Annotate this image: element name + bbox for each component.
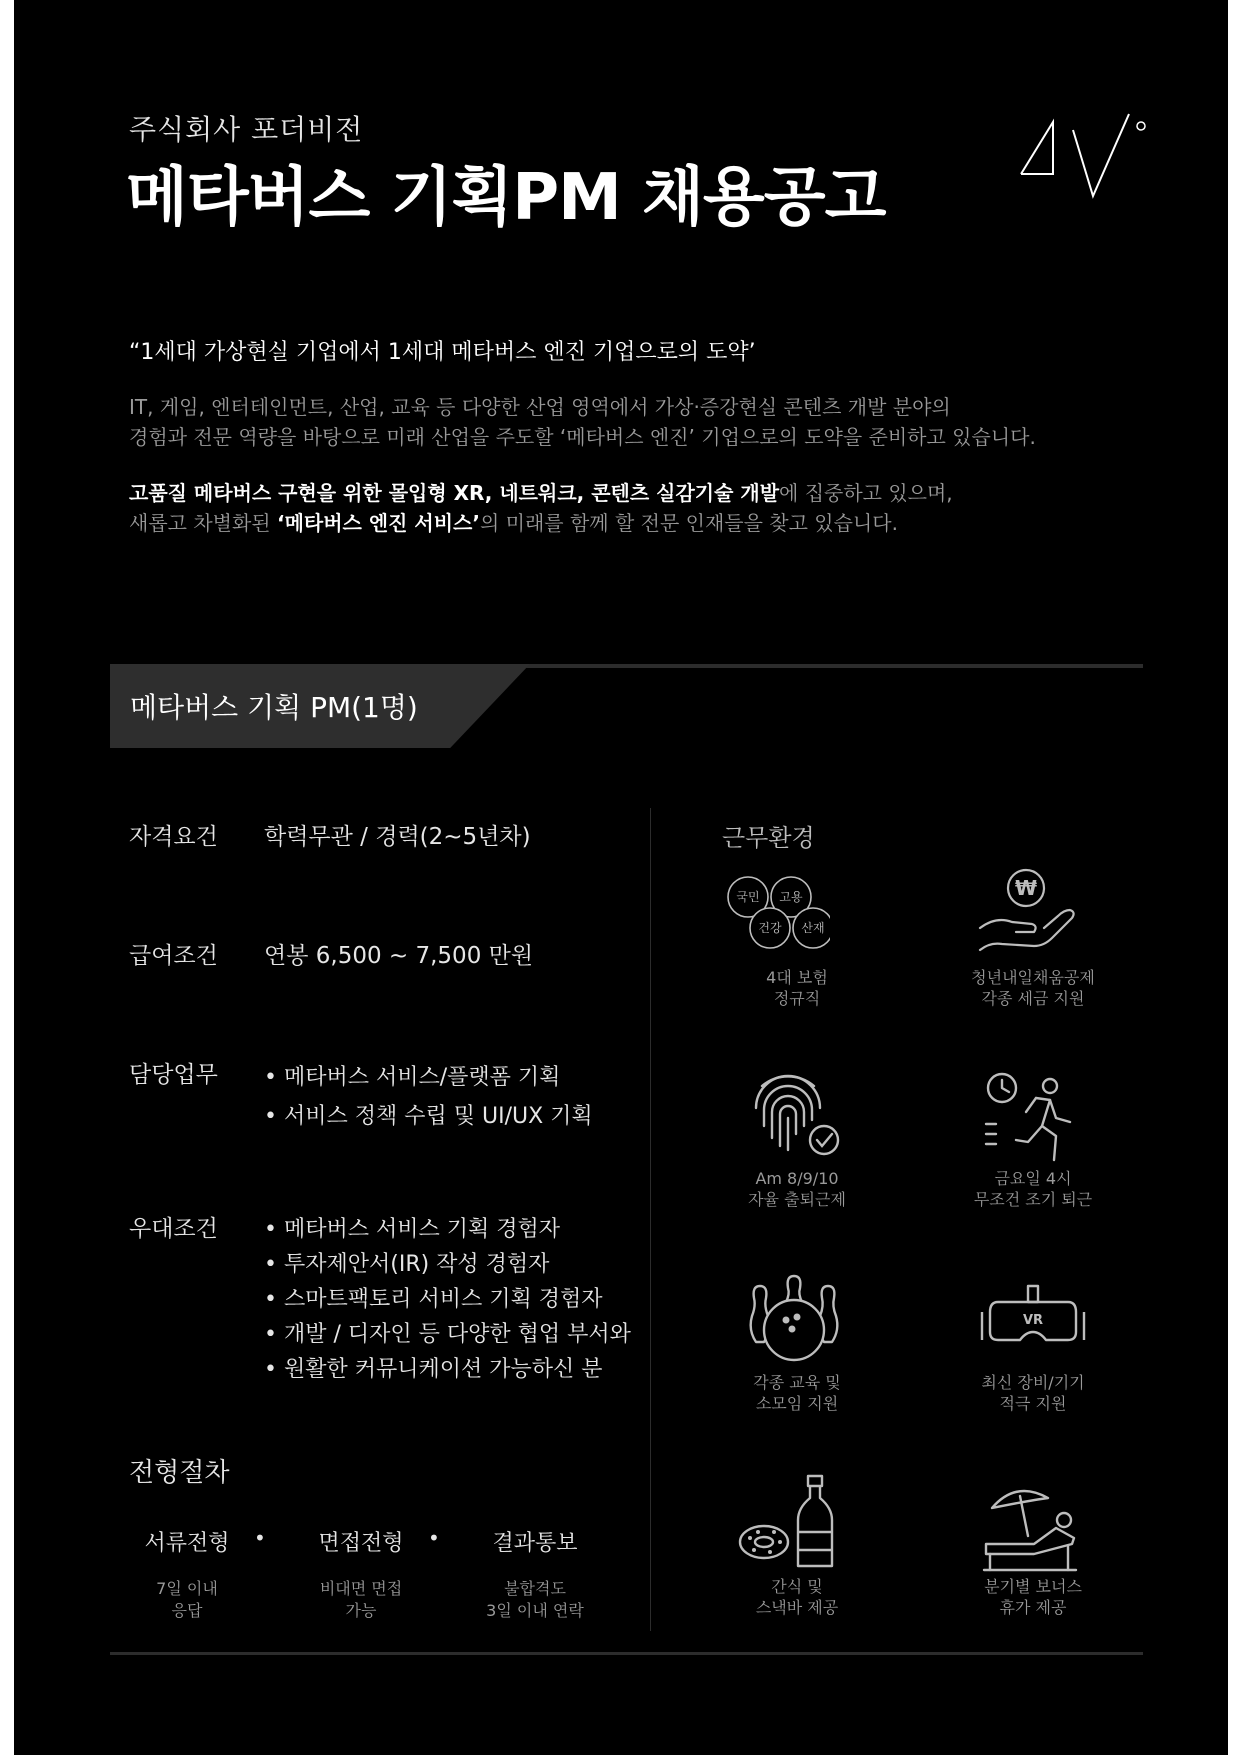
intro-highlight-2: ‘메타버스 엔진 서비스’: [276, 511, 480, 535]
benefit-line: 각종 세금 지원: [981, 989, 1085, 1008]
benefit-line: 적극 지원: [999, 1394, 1067, 1413]
insurance-tag: 국민: [736, 890, 760, 904]
process-title: 전형절차: [129, 1458, 230, 1488]
process-step-document-desc: [107, 1578, 267, 1622]
benefit-early-leave-text: [923, 1168, 1143, 1210]
salary-label: 급여조건: [129, 943, 218, 969]
intro-text-1: 에 집중하고 있으며,: [779, 481, 953, 505]
benefit-line: 휴가 제공: [999, 1598, 1067, 1617]
benefit-line: 분기별 보너스: [984, 1577, 1082, 1596]
duties-list: [264, 1058, 593, 1136]
snack-bottle-icon: [734, 1474, 844, 1570]
list-item: • 서비스 정책 수립 및 UI/UX 기획: [264, 1097, 593, 1136]
list-item: • 메타버스 서비스 기획 경험자: [264, 1212, 631, 1247]
intro-text-2: 새롭고 차별화된: [129, 511, 277, 535]
intro-quote: “1세대 가상현실 기업에서 1세대 메타버스 엔진 기업으로의 도약’: [129, 340, 756, 365]
benefit-line: 각종 교육 및: [753, 1373, 841, 1392]
step-desc-line: 3일 이내 연락: [486, 1601, 584, 1620]
step-desc-line: 가능: [345, 1601, 377, 1620]
qualification-value: 학력무관 / 경력(2~5년차): [264, 824, 531, 850]
intro-paragraph-1-line-2: 경험과 전문 역량을 바탕으로 미래 산업을 주도할 ‘메타버스 엔진’ 기업으로의 도약을 준비하고 있습니다.: [129, 425, 1036, 449]
section-rule: [510, 664, 1143, 668]
preferred-label: 우대조건: [129, 1216, 218, 1242]
list-item: • 투자제안서(IR) 작성 경험자: [264, 1247, 631, 1282]
process-step-result: 결과통보: [492, 1531, 578, 1556]
step-desc-line: 7일 이내: [156, 1579, 218, 1598]
benefit-line: 간식 및: [771, 1577, 823, 1596]
benefit-line: Am 8/9/10: [755, 1169, 839, 1188]
benefit-line: 무조건 조기 퇴근: [973, 1190, 1093, 1209]
step-desc-line: 불합격도: [504, 1579, 566, 1598]
process-step-document: 서류전형: [144, 1531, 230, 1556]
list-item: • 스마트팩토리 서비스 기획 경험자: [264, 1282, 631, 1317]
salary-value: 연봉 6,500 ~ 7,500 만원: [264, 943, 534, 969]
bowling-icon: [742, 1272, 852, 1368]
insurance-tag: 건강: [758, 921, 782, 935]
fingerprint-icon: [742, 1068, 852, 1164]
page-title: 메타버스 기획PM 채용공고: [126, 161, 886, 235]
benefit-bonus-text: [923, 1576, 1143, 1618]
benefit-line: 청년내일채움공제: [971, 968, 1095, 987]
benefit-education-text: [687, 1372, 907, 1414]
benefit-snack-text: [687, 1576, 907, 1618]
money-hand-icon: [972, 866, 1082, 962]
insurance-tag: 고용: [779, 890, 803, 904]
process-separator: •: [254, 1526, 266, 1550]
intro-paragraph-1-line-1: IT, 게임, 엔터테인먼트, 산업, 교육 등 다양한 산업 영역에서 가상·증강현실 콘텐츠 개발 분야의: [129, 395, 951, 419]
section-title: 메타버스 기획 PM(1명): [130, 691, 418, 724]
vr-label: VR: [1022, 1313, 1044, 1328]
process-step-interview-desc: [281, 1578, 441, 1622]
beach-chair-icon: [976, 1478, 1086, 1574]
intro-text-3: 의 미래를 함께 할 전문 인재들을 찾고 있습니다.: [479, 511, 898, 535]
insurance-icon: [720, 870, 830, 966]
preferred-list: [264, 1212, 631, 1387]
benefit-line: 4대 보험: [766, 968, 828, 987]
intro-paragraph-2-line-2: [129, 508, 953, 538]
process-separator: •: [428, 1526, 440, 1550]
benefit-line: 정규직: [773, 989, 821, 1008]
benefit-equipment-text: [923, 1372, 1143, 1414]
benefit-flex-hours-text: [687, 1168, 907, 1210]
intro-paragraph-2: [129, 478, 953, 538]
bottom-rule: [110, 1652, 1143, 1655]
intro-paragraph-2-line-1: [129, 478, 953, 508]
list-item: • 원활한 커뮤니케이션 가능하신 분: [264, 1352, 631, 1387]
vr-headset-icon: [978, 1282, 1088, 1378]
intro-highlight-1: 고품질 메타버스 구현을 위한 몰입형 XR, 네트워크, 콘텐츠 실감기술 개발: [129, 481, 780, 505]
currency-symbol: ₩: [1014, 876, 1038, 900]
column-divider: [650, 808, 651, 1631]
benefit-line: 스낵바 제공: [755, 1598, 839, 1617]
benefit-line: 소모임 지원: [755, 1394, 839, 1413]
process-step-interview: 면접전형: [318, 1531, 404, 1556]
duties-label: 담당업무: [129, 1062, 218, 1088]
list-item: • 개발 / 디자인 등 다양한 협업 부서와: [264, 1317, 631, 1352]
step-desc-line: 비대면 면접: [319, 1579, 403, 1598]
clock-runner-icon: [982, 1070, 1092, 1166]
insurance-tag: 산재: [801, 921, 825, 935]
benefit-line: 최신 장비/기기: [981, 1373, 1085, 1392]
list-item: • 메타버스 서비스/플랫폼 기획: [264, 1058, 593, 1097]
company-name: 주식회사 포더비전: [129, 113, 364, 146]
process-step-result-desc: [455, 1578, 615, 1622]
recruitment-poster: [14, 0, 1228, 1755]
intro-paragraph-1: [129, 392, 1036, 452]
environment-title: 근무환경: [722, 824, 815, 852]
benefit-line: 금요일 4시: [994, 1169, 1072, 1188]
benefit-youth-fund-text: [923, 967, 1143, 1009]
benefit-insurance-text: [687, 967, 907, 1009]
benefit-line: 자율 출퇴근제: [748, 1190, 846, 1209]
company-logo: [1019, 112, 1149, 200]
qualification-label: 자격요건: [129, 824, 218, 850]
step-desc-line: 응답: [171, 1601, 203, 1620]
